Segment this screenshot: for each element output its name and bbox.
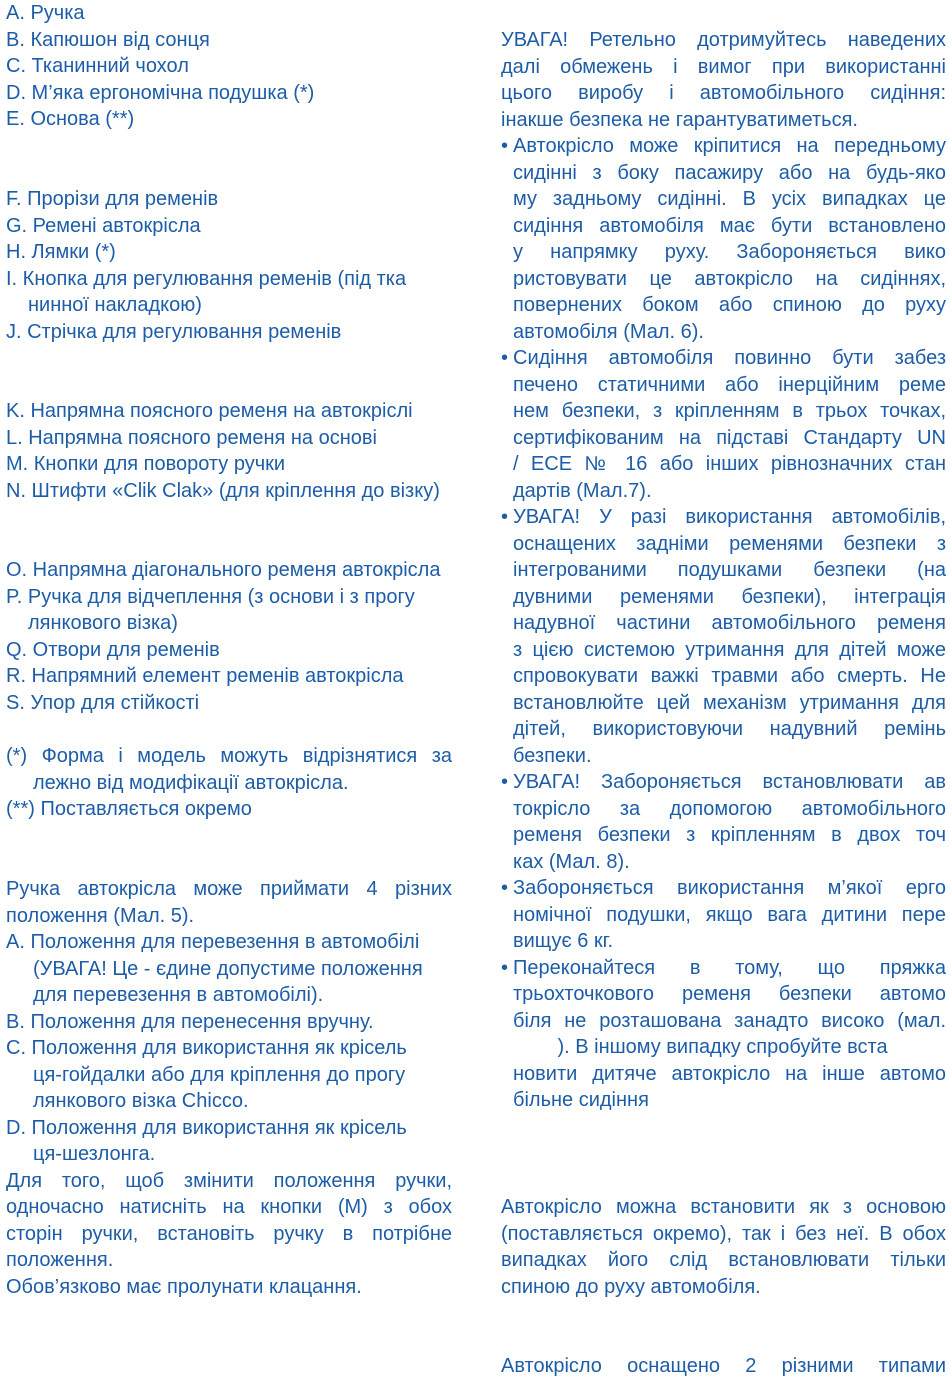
bullet-two-point-belt bbox=[501, 769, 946, 875]
handle-d-cont: ця-шезлонга. bbox=[33, 1143, 156, 1165]
footnote-1-cont: лежно від модифікації автокрісла. bbox=[33, 771, 349, 794]
base-line: спиною до руху автомобіля. bbox=[501, 1275, 761, 1298]
part-g: G. Ремені автокрісла bbox=[6, 214, 201, 237]
part-q: Q. Отвори для ременів bbox=[6, 638, 220, 661]
bullet-line: у напрямку руху. Забороняється вико bbox=[513, 241, 946, 263]
part-p-cont: лянкового візка) bbox=[28, 612, 178, 634]
parts-list-a-e bbox=[6, 0, 452, 133]
bullet-line: дувними ременями безпеки), інтеграція bbox=[513, 585, 946, 608]
footnote-1: (*) Форма і модель можуть відрізнятися за bbox=[6, 745, 452, 767]
footnotes bbox=[6, 743, 452, 823]
handle-c-cont1: ця-гойдалки або для кріплення до прогу bbox=[33, 1063, 406, 1086]
handle-a-cont1: (УВАГА! Це - єдине допустиме положення bbox=[33, 957, 423, 980]
bullet-line: сидінні з боку пасажиру або на будь-яко bbox=[513, 161, 946, 184]
parts-list-f-j bbox=[6, 186, 452, 345]
bullet-line: з цією системою утримання для дітей може bbox=[513, 638, 946, 661]
part-n: N. Штифти «Clik Clak» (для кріплення до візку) bbox=[6, 479, 440, 502]
bullet-line: ). В іншому випадку спробуйте вста bbox=[513, 1036, 888, 1058]
handle-intro-cont: положення (Мал. 5). bbox=[6, 904, 195, 927]
bullet-line: Забороняється використання м’якої ерго bbox=[513, 877, 946, 899]
warning-intro-line: цього виробу і автомобільного сидіння: bbox=[501, 82, 946, 104]
equipment-info bbox=[501, 1353, 946, 1380]
bullet-line: УВАГА! У разі використання автомобілів, bbox=[513, 506, 946, 528]
bullet-line: печено статичними або інерційним реме bbox=[513, 373, 946, 396]
handle-c-cont2: лянкового візка Chicco. bbox=[33, 1090, 249, 1112]
handle-a-cont2: для перевезення в автомобілі). bbox=[33, 984, 324, 1006]
bullet-line: ременя безпеки з кріпленням в двох точ bbox=[513, 824, 946, 846]
bullet-line: сидіння автомобіля має бути встановлено bbox=[513, 214, 946, 237]
bullet-line: біля не розташована занадто високо (мал. bbox=[513, 1009, 946, 1032]
bullet-dot: • bbox=[501, 956, 509, 979]
footnote-2: (**) Поставляється окремо bbox=[6, 798, 252, 820]
part-e: E. Основа (**) bbox=[6, 108, 135, 130]
handle-instr-4: положення. bbox=[6, 1249, 114, 1271]
handle-instr-2: одночасно натисніть на кнопки (M) з обох bbox=[6, 1196, 452, 1218]
part-i-cont: нинної накладкою) bbox=[28, 294, 202, 316]
part-i: I. Кнопка для регулювання ременів (під тка bbox=[6, 267, 407, 290]
warning-intro-line: далі обмежень і вимог при використанні bbox=[501, 55, 946, 78]
handle-b: B. Положення для перенесення вручну. bbox=[6, 1010, 374, 1033]
handle-d: D. Положення для використання як крісель bbox=[6, 1116, 407, 1139]
warning-intro-line: УВАГА! Ретельно дотримуйтесь наведених bbox=[501, 29, 946, 51]
bullet-line: новити дитяче автокрісло на інше автомо bbox=[513, 1062, 946, 1085]
bullet-dot: • bbox=[501, 771, 509, 793]
bullet-line: сертифікованим на підставі Стандарту UN bbox=[513, 426, 946, 449]
parts-list-k-n bbox=[6, 398, 452, 504]
bullet-line: встановлюйте цей механізм утримання для bbox=[513, 691, 946, 714]
bullet-line: більне сидіння bbox=[513, 1089, 649, 1111]
bullet-buckle-height bbox=[501, 955, 946, 1114]
part-l: L. Напрямна поясного ременя на основі bbox=[6, 426, 377, 449]
part-m: M. Кнопки для повороту ручки bbox=[6, 453, 286, 475]
part-k: K. Напрямна поясного ременя на автокріслі bbox=[6, 400, 413, 422]
base-line: випадках його слід встановлювати тільки bbox=[501, 1249, 946, 1271]
bullet-line: дартів (Мал.7). bbox=[513, 479, 652, 502]
handle-intro: Ручка автокрісла може приймати 4 різних bbox=[6, 878, 452, 900]
bullet-line: безпеки. bbox=[513, 744, 592, 767]
part-f: F. Прорізи для ременів bbox=[6, 188, 219, 210]
bullet-line: дітей, використовуючи надувний ремінь bbox=[513, 718, 946, 740]
bullet-line: ристовувати це автокрісло на сидіннях, bbox=[513, 267, 946, 290]
bullet-line: токрісло за допомогою автомобільного bbox=[513, 797, 946, 820]
base-line: Автокрісло можна встановити як з основою bbox=[501, 1196, 946, 1218]
part-j: J. Стрічка для регулювання ременів bbox=[6, 320, 342, 343]
bullet-line: УВАГА! Забороняється встановлювати ав bbox=[513, 771, 946, 793]
part-d: D. М’яка ергономічна подушка (*) bbox=[6, 81, 315, 104]
bullet-line: Автокрісло може кріпитися на передньому bbox=[513, 135, 946, 157]
part-c: C. Тканинний чохол bbox=[6, 55, 189, 77]
bullet-seat-position bbox=[501, 133, 946, 345]
warning-intro-line: інакше безпека не гарантуватиметься. bbox=[501, 108, 858, 131]
handle-click: Обов’язково має пролунати клацання. bbox=[6, 1275, 362, 1298]
bullet-line: спровокувати важкі травми або смерть. Не bbox=[513, 665, 946, 687]
bullet-line: Переконайтеся в тому, що пряжка bbox=[513, 956, 946, 979]
parts-list-o-s bbox=[6, 557, 452, 716]
bullet-line: оснащених задніми ременями безпеки з bbox=[513, 532, 946, 555]
bullet-line: му задньому сидінні. В усіх випадках це bbox=[513, 188, 946, 210]
bullet-line: / ECE № 16 або інших рівнозначних стан bbox=[513, 453, 946, 475]
bullet-three-point-belt bbox=[501, 345, 946, 504]
bullet-inflatable-belt bbox=[501, 504, 946, 769]
part-o: O. Напрямна діагонального ременя автокрісла bbox=[6, 559, 441, 581]
handle-a: A. Положення для перевезення в автомобілі bbox=[6, 931, 420, 953]
bullet-line: номічної подушки, якщо вага дитини пере bbox=[513, 903, 946, 926]
bullet-line: вищує 6 кг. bbox=[513, 930, 614, 952]
handle-instr-1: Для того, щоб змінити положення ручки, bbox=[6, 1169, 452, 1192]
bullet-dot: • bbox=[501, 135, 509, 157]
base-line: (поставляється окремо), так і без неї. В обох bbox=[501, 1222, 946, 1245]
part-a: A. Ручка bbox=[6, 2, 85, 24]
warning-intro bbox=[501, 27, 946, 133]
handle-c: C. Положення для використання як крісель bbox=[6, 1037, 407, 1059]
bullet-line: повернених боком або спиною до руху bbox=[513, 294, 946, 316]
bullet-cushion-weight bbox=[501, 875, 946, 955]
bullet-dot: • bbox=[501, 347, 509, 369]
bullet-line: трьохточкового ременя безпеки автомо bbox=[513, 983, 946, 1005]
bullet-line: автомобіля (Мал. 6). bbox=[513, 320, 704, 343]
bullet-line: інтегрованими подушками безпеки (на bbox=[513, 559, 946, 581]
bullet-line: надувної частини автомобільного ременя bbox=[513, 612, 946, 634]
part-s: S. Упор для стійкості bbox=[6, 691, 200, 714]
handle-instr-3: сторін ручки, встановіть ручку в потрібне bbox=[6, 1222, 452, 1245]
bullet-line: нем безпеки, з кріпленням в трьох точках, bbox=[513, 400, 946, 422]
equipment-line: Автокрісло оснащено 2 різними типами bbox=[501, 1355, 946, 1377]
handle-positions bbox=[6, 876, 452, 1300]
bullet-line: Сидіння автомобіля повинно бути забез bbox=[513, 347, 946, 369]
warning-bullets bbox=[501, 133, 946, 1114]
part-p: P. Ручка для відчеплення (з основи і з прогу bbox=[6, 585, 415, 608]
part-h: H. Лямки (*) bbox=[6, 241, 116, 263]
part-b: B. Капюшон від сонця bbox=[6, 28, 210, 51]
bullet-dot: • bbox=[501, 506, 509, 528]
part-r: R. Напрямний елемент ременів автокрісла bbox=[6, 665, 404, 687]
base-info bbox=[501, 1194, 946, 1300]
bullet-line: ках (Мал. 8). bbox=[513, 850, 630, 873]
bullet-dot: • bbox=[501, 877, 509, 899]
